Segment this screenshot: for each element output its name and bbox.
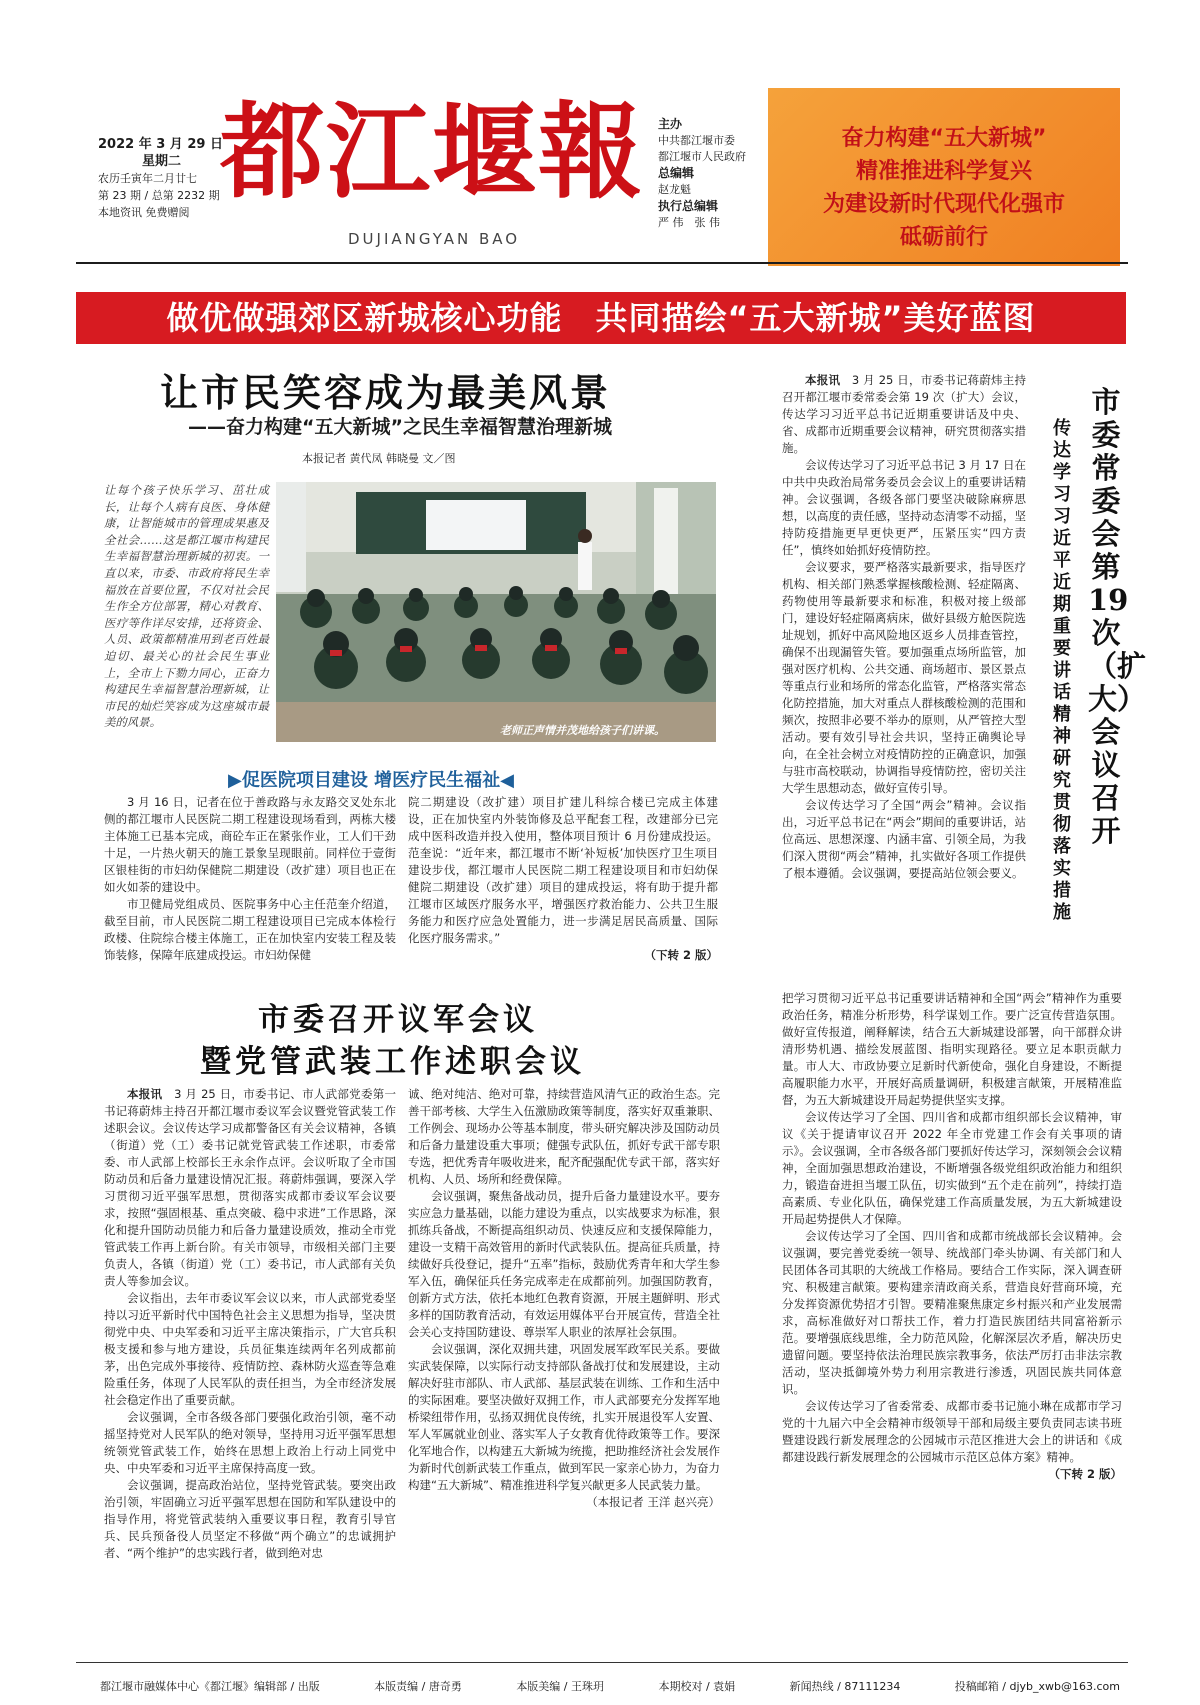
article3-title: 市委常委会第19次（扩大）会议召开 xyxy=(1088,385,1147,848)
footer-email[interactable]: 投稿邮箱 / djyb_xwb@163.com xyxy=(954,1680,1120,1693)
paragraph: 会议传达学习了全国、四川省和成都市统战部长会议精神。会议强调，要完善党委统一领导、统战部门牵头协调、有关部门和人民团体各司其职的大统战工作格局。要结合工作实际，深入调查研究、积极建言献策。要构建亲清政商关系，营造良好营商环境，充分发挥资源优势招才引智。要精准聚焦康定乡村振兴和产业发展需求，高标准做好对口帮扶工作，着力打造民族团结共同富裕新示范。要增强底线思维，全力防范风险，化解深层次矛盾，解决历史遗留问题。要坚持依法治理民族宗教事务，依法严厉打击非法宗教活动，坚决抵御境外势力利用宗教进行渗透，巩固民族共同体意识。 xyxy=(782,1229,1122,1396)
masthead-divider xyxy=(76,262,1128,264)
front-banner: 做优做强郊区新城核心功能 共同描绘“五大新城”美好蓝图 xyxy=(76,292,1126,344)
paragraph: 会议传达学习了省委常委、成都市委书记施小琳在成都市学习党的十九届六中全会精神市级领导干部和局级主要负责同志读书班暨建设践行新发展理念的公园城市示范区推进大会上的讲话和《成都建设践行新发展理念的公园城市示范区总体方案》精神。 xyxy=(782,1399,1122,1464)
article2-title-line2: 暨党管武装工作述职会议 xyxy=(200,1044,585,1080)
paragraph: 会议要求，要严格落实最新要求，指导医疗机构、相关部门熟悉掌握核酸检测、轻症隔离、药物使用等最新要求和标准，积极对接上级部门，建设好轻症隔离病床，做好县级方舱医院选址规划，抓好中高风险地区返乡人员排查管控，确保不出现漏管失管。要加强重点场所监管，加强对医疗机构、公共交通、商场超市、景区景点等重点行业和场所的常态化监管，严格落实常态化防控措施，加大对重点人群核酸检测的范围和频次，按照非必要不举办的原则，从严管控大型活动。要有效引导社会共识，坚持正确舆论导向，在全社会树立对疫情防控的正确意识，加强与驻市高校联动，协调指导疫情防控，密切关注大学生思想动态，做好宣传引导。 xyxy=(782,560,1026,795)
article1-section-title: ▶促医院项目建设 增医疗民生福祉◀ xyxy=(228,770,514,791)
article3-column-bottom xyxy=(782,990,1122,1483)
free-note: 本地资讯 免费赠阅 xyxy=(98,206,190,219)
editor-label: 总编辑 xyxy=(658,166,695,180)
exec-editor-name: 严 伟 张 伟 xyxy=(658,216,720,229)
newspaper-logo: 都江堰報 xyxy=(220,90,645,213)
classroom-photo xyxy=(276,482,716,742)
continued-note[interactable]: （下转 2 版） xyxy=(1048,1467,1122,1481)
article1-intro: 让每个孩子快乐学习、茁壮成长，让每个人病有良医、身体健康，让智能城市的管理成果惠及全社会……这是都江堰市构建民生幸福智慧治理新城的初衷。一直以来，市委、市政府将民生幸福放在首要位置，不仅对社会民生作全方位部署，精心对教育、医疗等作详尽安排，还将资金、人员、政策都精准用到老百姓最迫切、最关心的社会民生事业上，全市上下勠力同心，正奋力构建民生幸福智慧治理新城，让市民的灿烂笑容成为这座城市最美的风景。 xyxy=(104,483,269,730)
lead-tag: 本报讯 xyxy=(127,1087,163,1101)
article1-title: 让市民笑容成为最美风景 xyxy=(160,370,612,415)
promo-line: 为建设新时代现代化强市 xyxy=(822,192,1065,217)
promo-line: 精准推进科学复兴 xyxy=(855,159,1032,184)
paragraph: 3 月 25 日，市委书记蒋蔚炜主持召开都江堰市委常委会第 19 次（扩大）会议，传达学习习近平总书记近期重要讲话及中央、省、成都市近期重要会议精神，研究贯彻落实措施。 xyxy=(782,373,1027,455)
footer-designer: 本版美编 / 王珠玥 xyxy=(516,1680,605,1693)
promo-box xyxy=(768,88,1120,266)
paragraph: 会议传达学习了全国“两会”精神。会议指出，习近平总书记在“两会”期间的重要讲话，站位高远、思想深邃、内涵丰富、引领全局，为我们深入贯彻“两会”精神，扎实做好各项工作提供了根本遵循。会议强调，要提高站位领会要义。 xyxy=(782,798,1026,880)
footer-divider xyxy=(76,1662,1128,1663)
masthead-credits xyxy=(658,116,770,231)
paragraph: 会议强调，提高政治站位，坚持党管武装。要突出政治引领，牢固确立习近平强军思想在国防和军队建设中的指导作用，将党管武装纳入重要议事日程，教育引导官兵、民兵预备役人员坚定不移做“两个确立”的忠诚拥护者、“两个维护”的忠实践行者，做到绝对忠 xyxy=(104,1478,396,1560)
photo-caption: 老师正声情并茂地给孩子们讲课。 xyxy=(500,724,665,737)
lunar-date: 农历壬寅年二月廿七 xyxy=(98,172,197,185)
paragraph: 3 月 16 日，记者在位于善政路与永友路交叉处东北侧的都江堰市人民医院二期工程建设现场看到，两栋大楼主体施工已基本完成，商砼车正在紧张作业，工人们干劲十足，一片热火朝天的施工景象呈现眼前。同样位于壹街区银桂街的市妇幼保健院二期建设（改扩建）项目也正在如火如荼的建设中。 xyxy=(104,795,396,894)
article2-column-1 xyxy=(104,1086,396,1562)
footer-hotline: 新闻热线 / 87111234 xyxy=(789,1680,901,1693)
paragraph: 院二期建设（改扩建）项目扩建儿科综合楼已完成主体建设，正在加快室内外装饰修及总平配套工程，改建部分已完成中医科改造并投入使用，整体项目预计 6 月份建成投运。范奎说：“近年来，都江堰市不断‘补短板’加快医疗卫生项目建设步伐，都江堰市人民医院二期工程建设项目和市妇幼保健院二期建设（改扩建）项目的建成投运，将有助于提升都江堰市区域医疗服务水平，增强医疗救治能力、公共卫生服务能力和医疗应急处置能力，进一步满足居民高质量、国际化医疗服务需求。” xyxy=(408,795,718,945)
paragraph: 会议传达学习了全国、四川省和成都市组织部长会议精神，审议《关于提请审议召开 2022 年全市党建工作会有关事项的请示》。会议强调，全市各级各部门要抓好传达学习，深刻领会会议精神，全面加强思想政治建设，不断增强各级党组织政治能力和组织力，锻造奋进担当堰工队伍，切实做到“五个走在前列”，持续打造高素质、专业化队伍，确保党建工作高质量发展，为五大新城建设开局起势提供人才保障。 xyxy=(782,1110,1122,1226)
masthead-info xyxy=(98,136,228,221)
editor-name: 赵龙魁 xyxy=(658,183,691,196)
paragraph: 会议传达学习了习近平总书记 3 月 17 日在中共中央政治局常务委员会会议上的重要讲话精神。会议强调，各级各部门要坚决破除麻痹思想，以高度的责任感，坚持动态清零不动摇，坚持防疫措施更早更快更严，压紧压实“四方责任”，慎终如始抓好疫情防控。 xyxy=(782,458,1026,557)
promo-line: 奋力构建“五大新城” xyxy=(841,126,1047,151)
paragraph: 会议强调，深化双拥共建，巩固发展军政军民关系。要做实武装保障，以实际行动支持部队备战打仗和发展建设，主动解决好驻市部队、市人武部、基层武装在训练、工作和生活中的实际困难。要坚决做好双拥工作，市人武部要充分发挥军地桥梁纽带作用，弘扬双拥优良传统，扎实开展退役军人安置、军人军属就业创业、落实军人子女教育优待政策等工作。要深化军地合作，以构建五大新城为统揽，把助推经济社会发展作为新时代创新武装工作重点，做到军民一家亲心协力，为奋力构建“五大新城”、精准推进科学复兴献更多人民武装力量。 xyxy=(408,1342,720,1492)
sponsor-label: 主办 xyxy=(658,117,683,131)
paragraph: 把学习贯彻习近平总书记重要讲话精神和全国“两会”精神作为重要政治任务，精准分析形势，科学谋划工作。要广泛宣传营造氛围。做好宣传报道，阐释解读，结合五大新城建设部署，向干部群众讲清形势机遇、描绘发展蓝图、指明实现路径。要立足本职贡献力量。市人大、市政协要立足新时代新使命，强化自身建设，不断提高履职能力水平，开展好高质量调研，积极建言献策，开展精准监督，为五大新城建设开局起势提供坚实支撑。 xyxy=(782,991,1122,1107)
article2-byline: （本报记者 王洋 赵兴亮） xyxy=(586,1495,720,1509)
newspaper-logo-en: DUJIANGYAN BAO xyxy=(348,230,521,248)
footer-proof: 本期校对 / 袁娟 xyxy=(658,1680,736,1693)
exec-editor-label: 执行总编辑 xyxy=(658,199,719,213)
issue-weekday: 星期二 xyxy=(142,154,182,169)
article2-title-line1: 市委召开议军会议 xyxy=(258,1002,538,1038)
article1-subtitle: ——奋力构建“五大新城”之民生幸福智慧治理新城 xyxy=(188,416,612,438)
article1-column-2 xyxy=(408,794,718,964)
page-footer xyxy=(100,1678,1120,1694)
article3-subtitle: 传达学习习近平近期重要讲话精神 研究贯彻落实措施 xyxy=(1053,418,1071,923)
paragraph: 诚、绝对纯洁、绝对可靠，持续营造风清气正的政治生态。完善干部考核、大学生入伍激励政策等制度，落实好双重兼职、工作例会、现场办公等基本制度，带头研究解决涉及国防动员和后备力量建设重大事项；健强专武队伍，抓好专武干部专职专选，把优秀青年吸收进来，配齐配强配优专武干部，落实好机构、人员、场所和经费保障。 xyxy=(408,1087,720,1186)
paragraph: 市卫健局党组成员、医院事务中心主任范奎介绍道，截至目前，市人民医院二期工程建设项目已完成本体检行政楼、住院综合楼主体施工，正在加快室内安装工程及装饰装修，保障年底建成投运。市妇幼保健 xyxy=(104,897,396,962)
paragraph: 会议指出，去年市委议军会议以来，市人武部党委坚持以习近平新时代中国特色社会主义思想为指导，坚决贯彻党中央、中央军委和习近平主席决策指示，广大官兵积极支援和参与地方建设，兵员征集连续两年名列成都前茅，出色完成外事接待、疫情防控、森林防火巡查等急难险重任务，体现了人民军队的责任担当，为全市经济发展社会稳定作出了重要贡献。 xyxy=(104,1291,396,1407)
continued-note[interactable]: （下转 2 版） xyxy=(644,948,718,962)
lead-tag: 本报讯 xyxy=(805,373,841,387)
article1-byline: 本报记者 黄代凤 韩晓曼 文／图 xyxy=(302,452,456,465)
sponsor-2: 都江堰市人民政府 xyxy=(658,150,746,163)
footer-publisher: 都江堰市融媒体中心《都江堰》编辑部 / 出版 xyxy=(100,1680,320,1693)
article1-column-1 xyxy=(104,794,396,964)
promo-line: 砥砺前行 xyxy=(899,225,988,250)
article3-column-top xyxy=(782,372,1026,882)
sponsor-1: 中共都江堰市委 xyxy=(658,134,735,147)
issue-number: 第 23 期 / 总第 2232 期 xyxy=(98,189,220,202)
paragraph: 3 月 25 日，市委书记、市人武部党委第一书记蒋蔚炜主持召开都江堰市委议军会议暨党管武装工作述职会议。会议传达学习成都警备区有关会议精神，各镇（街道）党（工）委书记就党管武装工作述职，市委常委、市人武部上校部长王永余作点评。会议听取了全市国防动员和后备力量建设情况汇报。蒋蔚炜强调，要深入学习贯彻习近平强军思想，贯彻落实成都市委议军会议要求，按照“强固根基、重点突破、稳中求进”工作思路，深化和提升国防动员能力和后备力量建设质效，推动全市党管武装工作再上新台阶。有关市领导，市级相关部门主要负责人，各镇（街道）党（工）委书记，市人武部有关负责人等参加会议。 xyxy=(104,1087,397,1288)
issue-date: 2022 年 3 月 29 日 xyxy=(98,137,223,152)
paragraph: 会议强调，全市各级各部门要强化政治引领，毫不动摇坚持党对人民军队的绝对领导，坚持用习近平强军思想统领党管武装工作，始终在思想上政治上行动上同党中央、中央军委和习近平主席保持高度一致。 xyxy=(104,1410,396,1475)
article2-column-2 xyxy=(408,1086,720,1511)
paragraph: 会议强调，聚焦备战动员，提升后备力量建设水平。要夯实应急力量基础，以能力建设为重点，以实战要求为标准，狠抓练兵备战，不断提高组织动员、快速反应和支援保障能力，建设一支精干高效管用的新时代武装队伍。提高征兵质量，持续做好兵役登记，提升“五率”指标，鼓励优秀青年和大学生参军入伍，确保征兵任务完成率走在成都前列。加强国防教育，创新方式方法，依托本地红色教育资源，开展主题鲜明、形式多样的国防教育活动，有效运用媒体平台开展宣传，营造全社会关心支持国防建设、尊崇军人职业的浓厚社会氛围。 xyxy=(408,1189,720,1339)
footer-editor: 本版责编 / 唐奇勇 xyxy=(374,1680,462,1693)
